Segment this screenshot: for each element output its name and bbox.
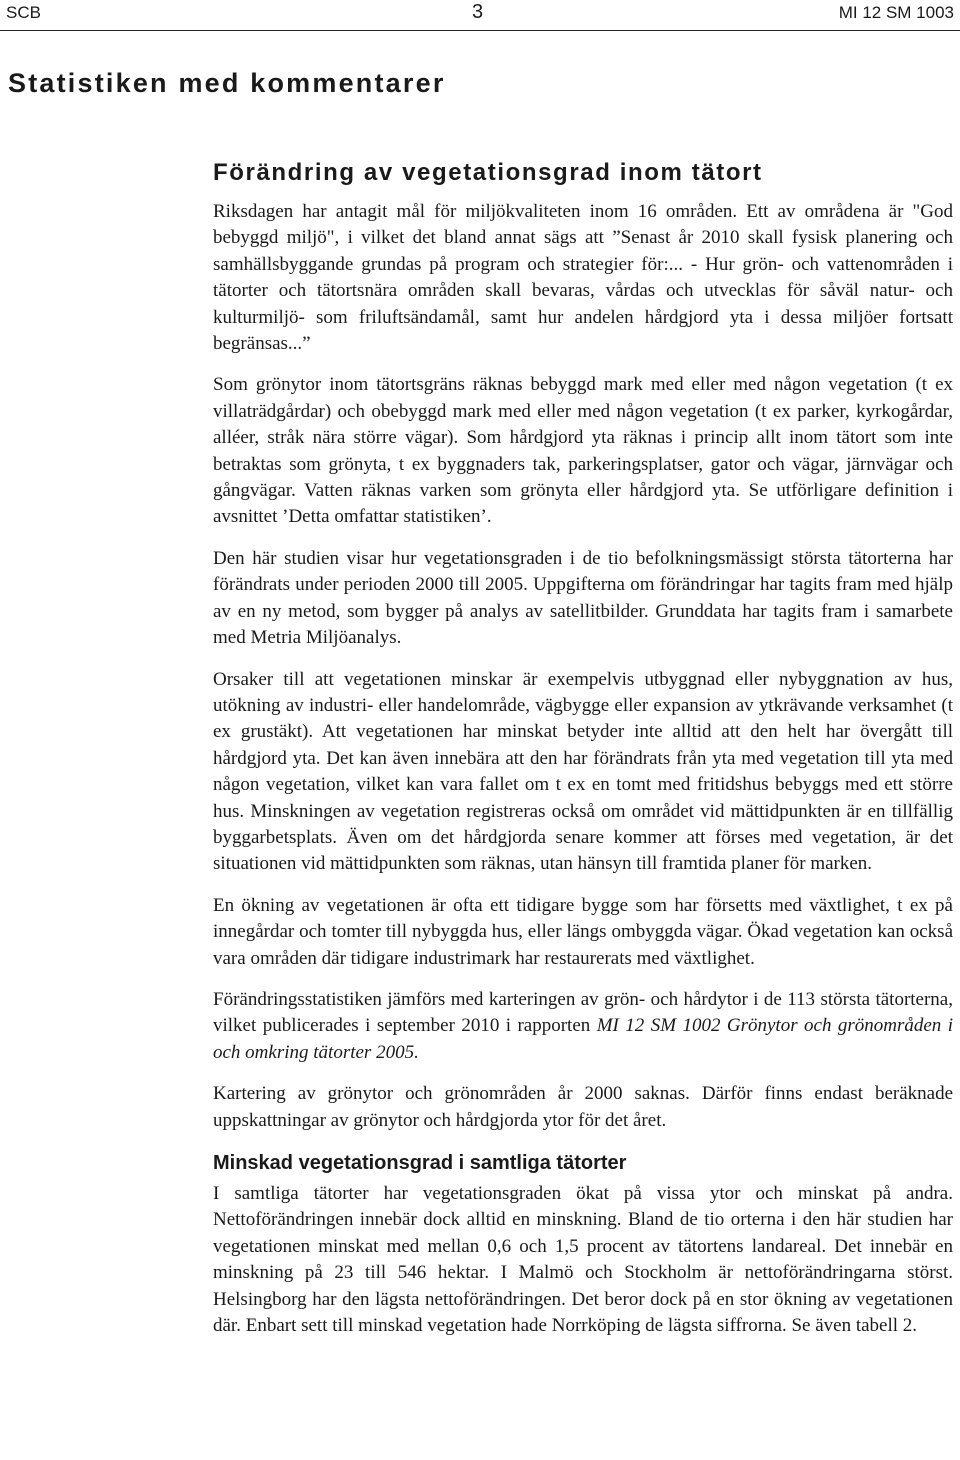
- header-report-id: MI 12 SM 1003: [838, 3, 954, 22]
- page-header: [0, 0, 960, 30]
- paragraph-increase-causes: En ökning av vegetationen är ofta ett tidigare bygge som har försetts med växtlighet, t ex på innegårdar och tomter till nybyggda hus, eller längs ombyggda vägar. Ökad vegetation kan också vara områden där tidigare industrimark har restaurerats med växtlighet.: [213, 894, 953, 969]
- main-content: [213, 155, 953, 1354]
- paragraph-goals: Riksdagen har antagit mål för miljökvaliteten inom 16 områden. Ett av områdena är "God bebyggd miljö", i vilket det bland annat sägs att ”Senast år 2010 skall fysisk planering och samhällsbyggande grundas på program och strategier för:... - Hur grön- och vattenområden i tätorter och tätortsnära områden skall bevaras, vårdas och utvecklas för såväl natur- och kulturmiljö- som friluftsändamål, samt hur andelen hårdgjord yta i dessa miljöer fortsatt begränsas...”: [213, 201, 953, 355]
- comparison-text: Förändringsstatistiken jämförs med karteringen av grön- och hårdytor i de 113 största tätorterna, vilket publicerades i september 2010 i rapporten: [213, 988, 953, 1037]
- page-title: Statistiken med kommentarer: [8, 68, 446, 98]
- paragraph-definitions: Som grönytor inom tätortsgräns räknas bebyggd mark med eller med någon vegetation (t ex villaträdgårdar) och obebyggd mark med eller med någon vegetation (t ex parker, kyrkogårdar, alléer, stråk nära större vägar). Som hårdgjord yta räknas i princip allt inom tätort som inte betraktas som grönyta, t ex byggnaders tak, parkeringsplatser, gator och vägar, järnvägar och gångvägar. Vatten räknas varken som grönyta eller hårdgjord yta. Se utförligare definition i avsnittet ’Detta omfattar statistiken’.: [213, 374, 953, 528]
- header-publisher: SCB: [6, 3, 41, 22]
- paragraph-study: Den här studien visar hur vegetationsgraden i de tio befolkningsmässigt största tätorterna har förändrats under perioden 2000 till 2005. Uppgifterna om förändringar har tagits fram med hjälp av en ny metod, som bygger på analys av satellitbilder. Grunddata har tagits fram i samarbete med Metria Miljöanalys.: [213, 547, 953, 649]
- report-title: MI 12 SM 1002 Grönytor och grönområden i och omkring tätorter 2005.: [213, 1015, 954, 1063]
- paragraph-comparison: [213, 987, 953, 1066]
- header-rule: [0, 30, 960, 31]
- paragraph-mapping: Kartering av grönytor och grönområden år 2000 saknas. Därför finns endast beräknade uppskattningar av grönytor och hårdgjorda ytor för det året.: [213, 1083, 953, 1131]
- paragraph-results: I samtliga tätorter har vegetationsgraden ökat på vissa ytor och minskat på andra. Nettoförändringen innebär dock alltid en minskning. Bland de tio orterna i den här studien har vegetationen minskat med mellan 0,6 och 1,5 procent av tätortens landareal. Det innebär en minskning på 23 till 546 hektar. I Malmö och Stockholm är nettoförändringarna störst. Helsingborg har den lägsta nettoförändringen. Det beror dock på en stor ökning av vegetationen där. Enbart sett till minskad vegetation hade Norrköping de lägsta siffrorna. Se även tabell 2.: [213, 1183, 953, 1337]
- subsection-heading: Minskad vegetationsgrad i samtliga tätorter: [213, 1152, 627, 1174]
- section-heading: Förändring av vegetationsgrad inom tätort: [213, 159, 763, 186]
- paragraph-decrease-causes: Orsaker till att vegetationen minskar är exempelvis utbyggnad eller nybyggnation av hus, utökning av industri- eller handelområde, vägbygge eller expansion av ytkrävande verksamhet (t ex grustäkt). Att vegetationen har minskat betyder inte alltid att den helt har övergått till hårdgjord yta. Det kan även innebära att den har förändrats från yta med vegetation till yta med någon vegetation, vilket kan vara fallet om t ex en tomt med fritidshus bebyggs med ett större hus. Minskningen av vegetation registreras också om området vid mättidpunkten är en tillfällig byggarbetsplats. Även om det hårdgjorda senare kommer att förses med vegetation, är det situationen vid mättidpunkten som räknas, utan hänsyn till framtida planer för marken.: [213, 668, 953, 875]
- header-page-number: 3: [472, 1, 484, 23]
